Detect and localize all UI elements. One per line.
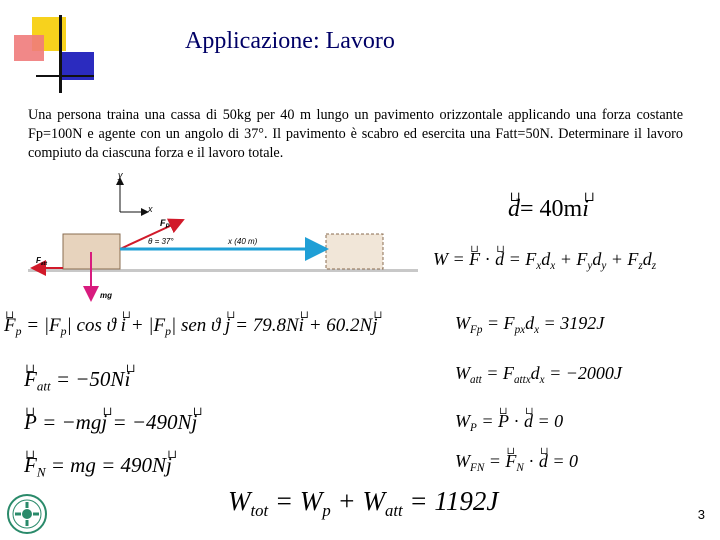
eq-p-vector: ⊔ P = −mg⊔ j = −490N⊔ j	[24, 410, 197, 435]
horizontal-line	[36, 75, 94, 77]
corner-decoration	[0, 0, 100, 90]
slide-title: Applicazione: Lavoro	[185, 28, 395, 54]
friction-label: $F_{att}$	[36, 256, 48, 267]
vertical-line	[59, 15, 62, 93]
force-diagram	[28, 168, 423, 308]
eq-work-total: $W_{tot} = W_p + W_{att} = 1192J$	[228, 486, 499, 520]
fp-label: $F_P$	[160, 218, 170, 230]
red-square	[14, 35, 44, 61]
axis-x-label: x	[148, 204, 153, 214]
eq-work-definition: W = ⊔ F · ⊔ $d = F_xd_x + F_yd_y + F_zd_z$	[433, 249, 656, 272]
problem-statement: Una persona traina una cassa di 50kg per 40 m lungo un pavimento orizzontale applicando una forza costante Fp=100N e agente con un angolo di 37°. Il pavimento è scabro ed esercita una Fatt=50N. Determinare il lavoro compiuto da ciascuna forza e il lavoro totale.	[28, 107, 683, 161]
eq-work-normal: $W_{FN}$ = ⊔ $F_N$ · ⊔ d = 0	[455, 451, 578, 474]
eq-displacement: ⊔ d= 40m⊔ i	[508, 196, 589, 223]
university-seal-logo	[6, 493, 48, 535]
weight-label: mg	[100, 291, 112, 300]
eq-work-weight: $W_P$ = ⊔ P · ⊔ d = 0	[455, 411, 563, 434]
eq-fp-vector: ⊔ $F_p = |F_p|$ cos ϑ ⊔ $i + |F_p|$ sen ϑ ⊔ j = 79.8N⊔ i + 60.2N⊔ j	[4, 315, 377, 339]
angle-label: θ = 37°	[148, 237, 174, 246]
box-end	[326, 234, 383, 269]
axis-y-label: y	[118, 170, 123, 180]
eq-fatt-vector: ⊔ $F_{att}$ = −50N⊔ i	[24, 367, 130, 395]
eq-work-fp: $W_{Fp} = F_{px}d_x = 3192J$	[455, 313, 605, 336]
page-number: 3	[697, 507, 705, 522]
displacement-label: x (40 m)	[228, 237, 258, 246]
eq-fn-vector: ⊔ $F_N$ = mg = 490N⊔ j	[24, 453, 172, 481]
eq-work-att: $W_{att} = F_{attx}d_x = -2000J$	[455, 363, 622, 386]
